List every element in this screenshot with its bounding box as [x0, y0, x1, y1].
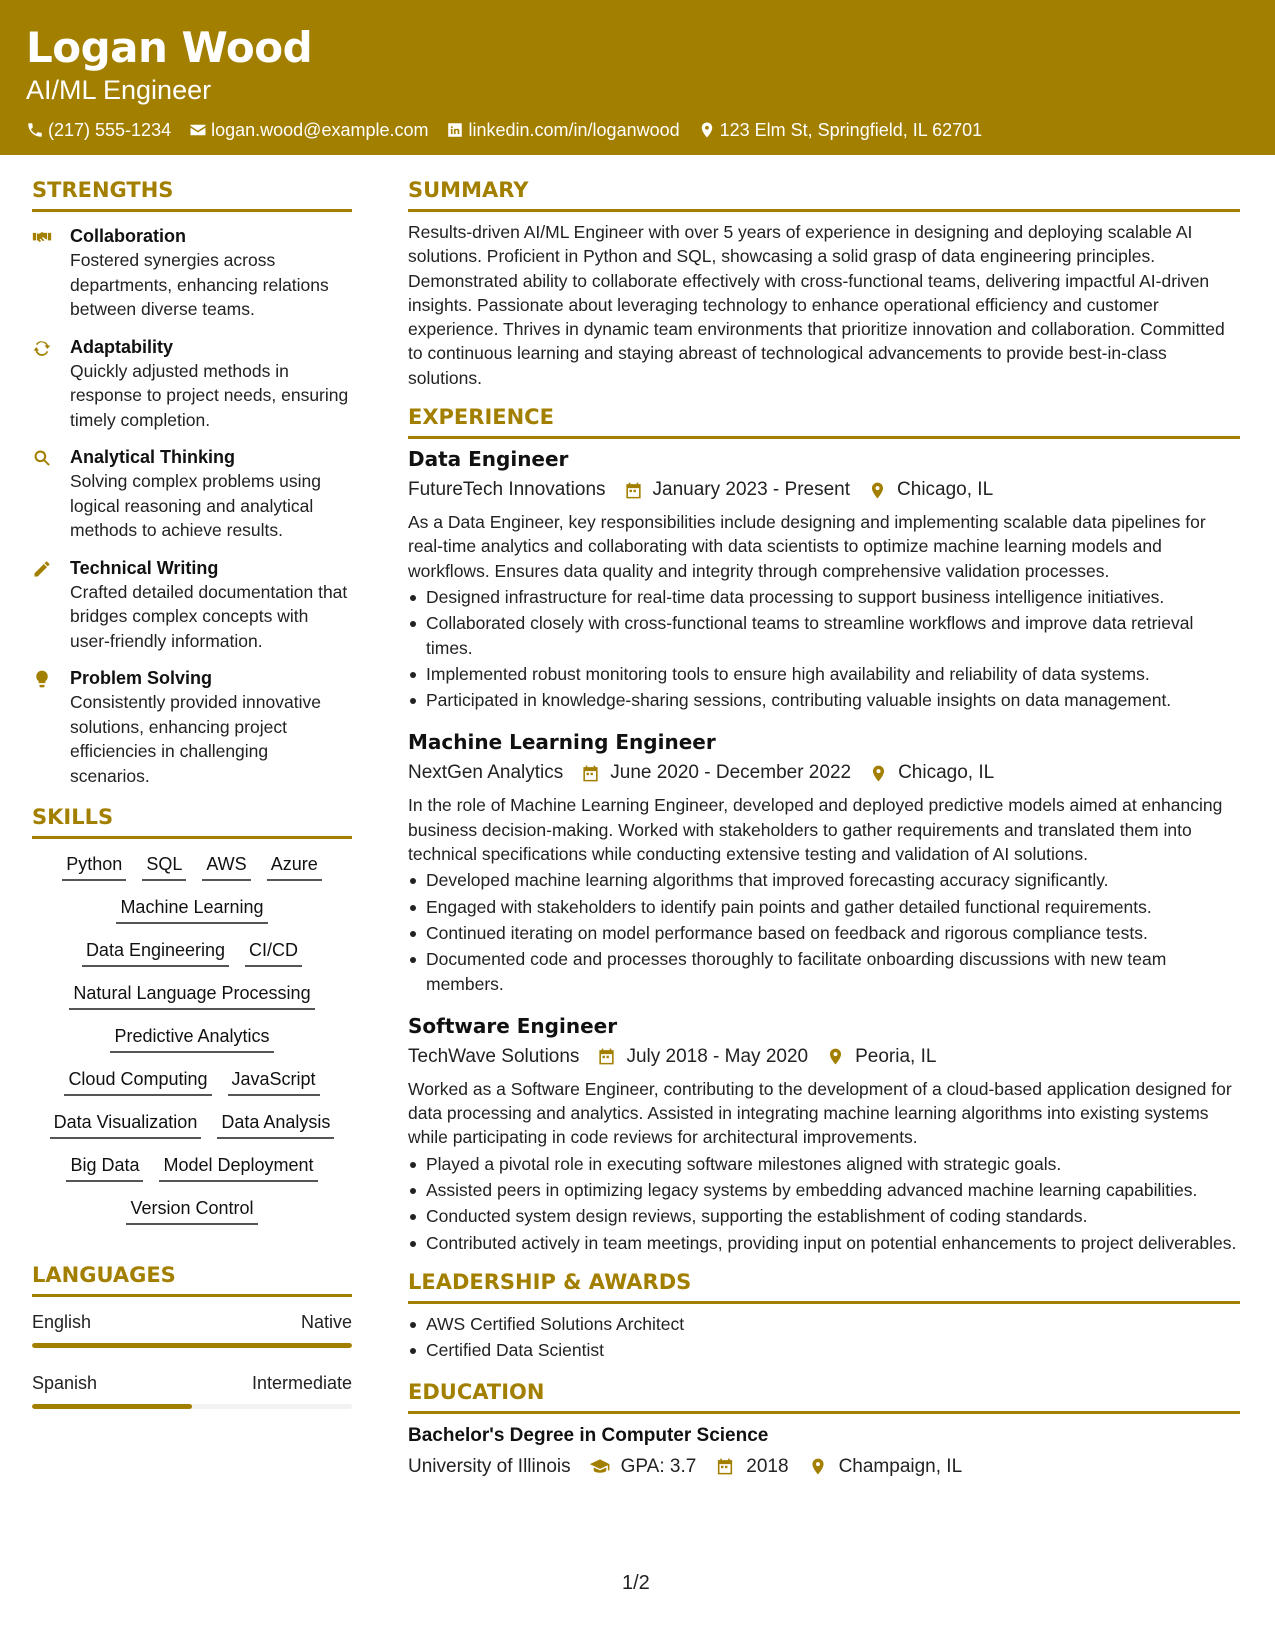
skill-tag: Machine Learning: [116, 894, 267, 924]
job-company: FutureTech Innovations: [408, 479, 606, 501]
resume-header: [0, 0, 1275, 155]
section-heading-summary: SUMMARY: [408, 178, 529, 202]
education-meta: [408, 1452, 1240, 1482]
job-bullet: Documented code and processes thoroughly to facilitate onboarding discussions with new team members.: [408, 947, 1240, 996]
language-level: Intermediate: [251, 1373, 352, 1393]
language-item: [32, 1370, 352, 1409]
job-bullet: Contributed actively in team meetings, providing input on potential enhancements to project deliverables.: [408, 1231, 1240, 1255]
education-gpa: GPA: 3.7: [620, 1455, 697, 1477]
contact-bar: [26, 118, 1249, 142]
job-company: TechWave Solutions: [408, 1045, 580, 1067]
handshake-icon: [32, 227, 52, 247]
languages-section: [32, 1260, 352, 1409]
skill-tag: Data Analysis: [217, 1109, 334, 1139]
strength-desc: Solving complex problems using logical reasoning and analytical methods to achieve results.: [70, 471, 321, 540]
job-meta: [408, 475, 1240, 505]
language-bar-fill: [32, 1404, 192, 1409]
section-divider: [32, 209, 352, 212]
section-heading-experience: EXPERIENCE: [408, 405, 554, 430]
skill-tag: CI/CD: [245, 937, 302, 967]
job-location: Chicago, IL: [897, 479, 994, 501]
skill-row: [32, 851, 352, 881]
skill-row: [32, 894, 352, 924]
job-description: In the role of Machine Learning Engineer, developed and deployed predictive models aimed at enhancing business decision-making. Worked with stakeholders to gather requirements and translated them into technical specifications while conducting extensive testing and validation of AI solutions.: [408, 795, 1223, 865]
language-name: Spanish: [32, 1373, 98, 1393]
job-bullets: [408, 1152, 1240, 1255]
skill-tag: Big Data: [66, 1152, 143, 1182]
awards-list: [408, 1312, 1240, 1363]
skill-tag: Azure: [267, 851, 322, 881]
section-heading-strengths: STRENGTHS: [32, 178, 174, 202]
strengths-section: [32, 175, 352, 788]
calendar-icon: [581, 764, 600, 783]
job-bullet: Participated in knowledge-sharing sessions, contributing valuable insights on data management.: [408, 688, 1240, 712]
job-description: As a Data Engineer, key responsibilities include designing and implementing scalable data pipelines for real-time analytics and collaborating with data scientists to optimize machine learning models and workflows. Ensures data quality and integrity through comprehensive validation processes.: [408, 512, 1206, 581]
skill-tag: AWS: [202, 851, 250, 881]
job-bullet: Collaborated closely with cross-functional teams to streamline workflows and improve data retrieval times.: [408, 611, 1240, 660]
strength-desc: Crafted detailed documentation that bridges complex concepts with user-friendly information.: [70, 581, 348, 651]
job-entry: [408, 1012, 1240, 1255]
job-location: Peoria, IL: [855, 1045, 937, 1067]
candidate-name: Logan Wood: [26, 23, 313, 72]
location-pin-icon: [698, 121, 716, 139]
job-description: Worked as a Software Engineer, contributing to the development of a cloud-based application designed for data processing and analytics. Assisted in integrating machine learning algorithms into existing systems while participating in code reviews for architectural improvements.: [408, 1078, 1232, 1148]
section-divider: [32, 1294, 352, 1297]
linkedin-icon: [446, 121, 464, 139]
job-entry: [408, 728, 1240, 995]
skill-tag: Python: [62, 851, 126, 881]
job-bullet: Implemented robust monitoring tools to ensure high availability and reliability of data systems.: [408, 662, 1240, 686]
section-divider: [408, 209, 1240, 212]
language-level: Native: [300, 1312, 352, 1332]
skill-tag: Cloud Computing: [64, 1066, 211, 1096]
calendar-icon: [597, 1047, 616, 1066]
search-icon: [32, 448, 52, 468]
lightbulb-icon: [32, 669, 52, 689]
skill-tag: Data Visualization: [50, 1109, 202, 1139]
strength-item: [32, 445, 352, 543]
contact-email[interactable]: [189, 118, 428, 142]
language-name: English: [32, 1312, 92, 1332]
strength-name: Technical Writing: [70, 557, 219, 578]
location-pin-icon: [869, 764, 888, 783]
job-title: Software Engineer: [408, 1013, 618, 1038]
skill-row: [32, 1109, 352, 1139]
location-pin-icon: [868, 481, 887, 500]
skill-row: [32, 1152, 352, 1182]
strength-name: Collaboration: [70, 226, 186, 246]
award-item: Certified Data Scientist: [408, 1338, 1240, 1362]
contact-phone[interactable]: [26, 118, 171, 142]
awards-section: [408, 1267, 1240, 1363]
strength-item: [32, 556, 352, 654]
skill-tag: SQL: [142, 851, 186, 881]
candidate-title: AI/ML Engineer: [26, 75, 212, 105]
job-entry: [408, 445, 1240, 712]
skill-row: [32, 1066, 352, 1096]
phone-text: (217) 555-1234: [48, 120, 172, 140]
location-pin-icon: [826, 1047, 845, 1066]
calendar-icon: [624, 481, 643, 500]
education-degree: Bachelor's Degree in Computer Science: [408, 1424, 769, 1446]
job-meta: [408, 758, 1240, 788]
skill-tag: JavaScript: [228, 1066, 320, 1096]
job-bullet: Developed machine learning algorithms that improved forecasting accuracy significantly.: [408, 868, 1240, 892]
skill-row: [32, 937, 352, 967]
graduation-cap-icon: [589, 1457, 611, 1476]
summary-text: Results-driven AI/ML Engineer with over 5 years of experience in designing and deploying scalable AI solutions. Proficient in Python and SQL, showcasing a solid grasp of data engineering principles. Demonstrated ability to collaborate effectively with cross-functional teams, delivering impactful AI-driven insights. Passionate about leveraging technology to enhance operational efficiency and customer experience. Thrives in dynamic team environments that prioritize innovation and collaboration. Committed to continuous learning and staying abreast of technological advancements to provide best-in-class solutions.: [408, 222, 1225, 388]
job-bullet: Continued iterating on model performance based on feedback and rigorous compliance tests.: [408, 921, 1240, 945]
job-bullet: Designed infrastructure for real-time data processing to support business intelligence initiatives.: [408, 585, 1240, 609]
education-location: Champaign, IL: [838, 1455, 963, 1477]
strength-name: Adaptability: [70, 336, 174, 357]
skill-row: [32, 980, 352, 1010]
strength-item: [32, 666, 352, 788]
section-divider: [408, 1301, 1240, 1304]
section-heading-education: EDUCATION: [408, 1379, 545, 1404]
strength-desc: Consistently provided innovative solutions, enhancing project efficiencies in challenging scenarios.: [70, 692, 321, 786]
contact-address: [698, 118, 983, 142]
skills-section: [32, 802, 352, 1238]
award-item: AWS Certified Solutions Architect: [408, 1312, 1240, 1336]
language-item: [32, 1309, 352, 1348]
section-divider: [32, 836, 352, 839]
address-text: 123 Elm St, Springfield, IL 62701: [719, 120, 983, 140]
skill-tag: Natural Language Processing: [69, 980, 314, 1010]
strength-name: Problem Solving: [70, 668, 213, 688]
language-bar: [32, 1343, 352, 1348]
strength-item: [32, 335, 352, 433]
strength-desc: Fostered synergies across departments, enhancing relations between diverse teams.: [70, 250, 329, 319]
job-title: Data Engineer: [408, 447, 569, 472]
skill-tag: Version Control: [126, 1195, 257, 1225]
education-school: University of Illinois: [408, 1455, 571, 1477]
section-divider: [408, 1411, 1240, 1414]
job-bullet: Conducted system design reviews, supporting the establishment of coding standards.: [408, 1204, 1240, 1228]
skill-tag: Data Engineering: [82, 937, 229, 967]
strength-name: Analytical Thinking: [70, 447, 236, 467]
sync-icon: [32, 338, 52, 358]
section-heading-skills: SKILLS: [32, 805, 114, 829]
job-bullet: Engaged with stakeholders to identify pain points and gather detailed functional requirements.: [408, 895, 1240, 919]
email-text: logan.wood@example.com: [211, 120, 429, 140]
left-column: [32, 175, 352, 1431]
education-year: 2018: [746, 1455, 789, 1477]
language-bar: [32, 1404, 352, 1409]
section-divider: [408, 436, 1240, 439]
job-bullet: Assisted peers in optimizing legacy systems by embedding advanced machine learning capabilities.: [408, 1178, 1240, 1202]
strength-item: [32, 224, 352, 322]
job-bullets: [408, 585, 1240, 712]
skill-tag: Model Deployment: [159, 1152, 317, 1182]
right-column: [408, 175, 1240, 1482]
job-bullet: Played a pivotal role in executing software milestones aligned with strategic goals.: [408, 1152, 1240, 1176]
section-heading-languages: LANGUAGES: [32, 1263, 176, 1287]
education-section: [408, 1377, 1240, 1482]
page-number: 1/2: [622, 1572, 650, 1594]
job-company: NextGen Analytics: [408, 762, 564, 784]
contact-linkedin[interactable]: [446, 118, 679, 142]
job-dates: June 2020 - December 2022: [610, 762, 852, 784]
pencil-icon: [32, 559, 52, 579]
summary-section: [408, 175, 1240, 390]
location-pin-icon: [807, 1457, 829, 1476]
skills-list: [32, 851, 352, 1238]
linkedin-text: linkedin.com/in/loganwood: [468, 120, 680, 140]
experience-section: [408, 402, 1240, 1255]
job-dates: July 2018 - May 2020: [626, 1045, 809, 1067]
language-bar-fill: [32, 1343, 352, 1348]
job-location: Chicago, IL: [898, 762, 995, 784]
section-heading-awards: LEADERSHIP & AWARDS: [408, 1269, 692, 1294]
job-meta: [408, 1042, 1240, 1072]
strength-desc: Quickly adjusted methods in response to project needs, ensuring timely completion.: [70, 360, 349, 430]
skill-row: [32, 1195, 352, 1225]
phone-icon: [26, 121, 44, 139]
job-dates: January 2023 - Present: [652, 479, 851, 501]
calendar-icon: [714, 1457, 736, 1476]
skill-row: [32, 1023, 352, 1053]
envelope-icon: [189, 121, 207, 139]
job-title: Machine Learning Engineer: [408, 730, 716, 755]
skill-tag: Predictive Analytics: [110, 1023, 273, 1053]
job-bullets: [408, 868, 1240, 995]
